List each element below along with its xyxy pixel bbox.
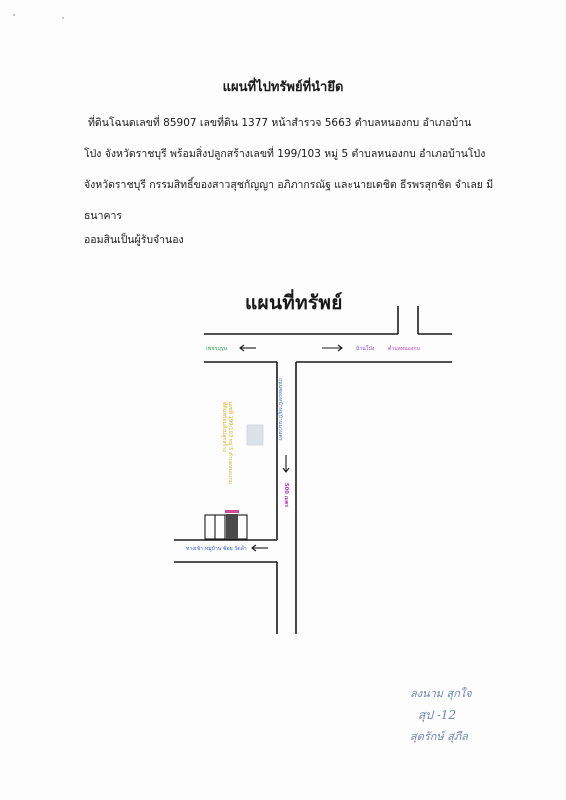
paragraph-line: ธนาคาร [84, 210, 123, 222]
label-bottom-road: ทางเข้า หมู่บ้าน ซ้อย วัดลำ [186, 546, 247, 552]
label-distance: 500 เมตร [283, 483, 289, 507]
property-photo-placeholder [247, 425, 263, 445]
document-title: แผนที่ไปทรัพย์ที่นำยึด [222, 80, 344, 95]
paragraph-line: โป่ง จังหวัดราชบุรี พร้อมสิ่งปลูกสร้างเลขที่ 199/103 หมู่ 5 ตำบลหนองกบ อำเภอบ้านโป่ง [84, 148, 486, 160]
mortgagee-line: ออมสินเป็นผู้รับจำนอง [84, 234, 184, 246]
label-right-destination: บ้านโป่ง [356, 346, 375, 352]
paragraph-line: จังหวัดราชบุรี กรรมสิทธิ์ของสาวสุชกัญญา อภิภากรณัฐ และนายเดชิต ธีรพรสุกชิต จำเลย มี [84, 179, 494, 191]
label-property-note-1: ที่ดินพร้อมสิ่งปลูกสร้าง [221, 402, 227, 452]
label-property-note-2: เลขที่ 199/103 หมู่ 5 ตำบลหนองกบ [227, 402, 233, 485]
property-marker-tag [225, 510, 239, 513]
paragraph-line: ที่ดินโฉนดเลขที่ 85907 เลขที่ดิน 1377 หน้าสำรวจ 5663 ตำบลหนองกบ อำเภอบ้าน [88, 117, 472, 129]
label-side-road: ถนนซอยหน้าหมู่บ้านนวนคร [277, 378, 283, 441]
label-right-landmark: ตำบลหนองกบ [388, 346, 420, 352]
label-left-destination: เพชรบุรุษ [206, 346, 227, 352]
signature-line-1: ลงนาม สุกใจ [410, 687, 472, 700]
signature-line-3: สุดรักษ์ สุภีล [410, 730, 468, 743]
signature-line-2: สุป -12 [418, 708, 457, 722]
property-marker [226, 514, 238, 539]
map-title: แผนที่ทรัพย์ [245, 292, 343, 314]
